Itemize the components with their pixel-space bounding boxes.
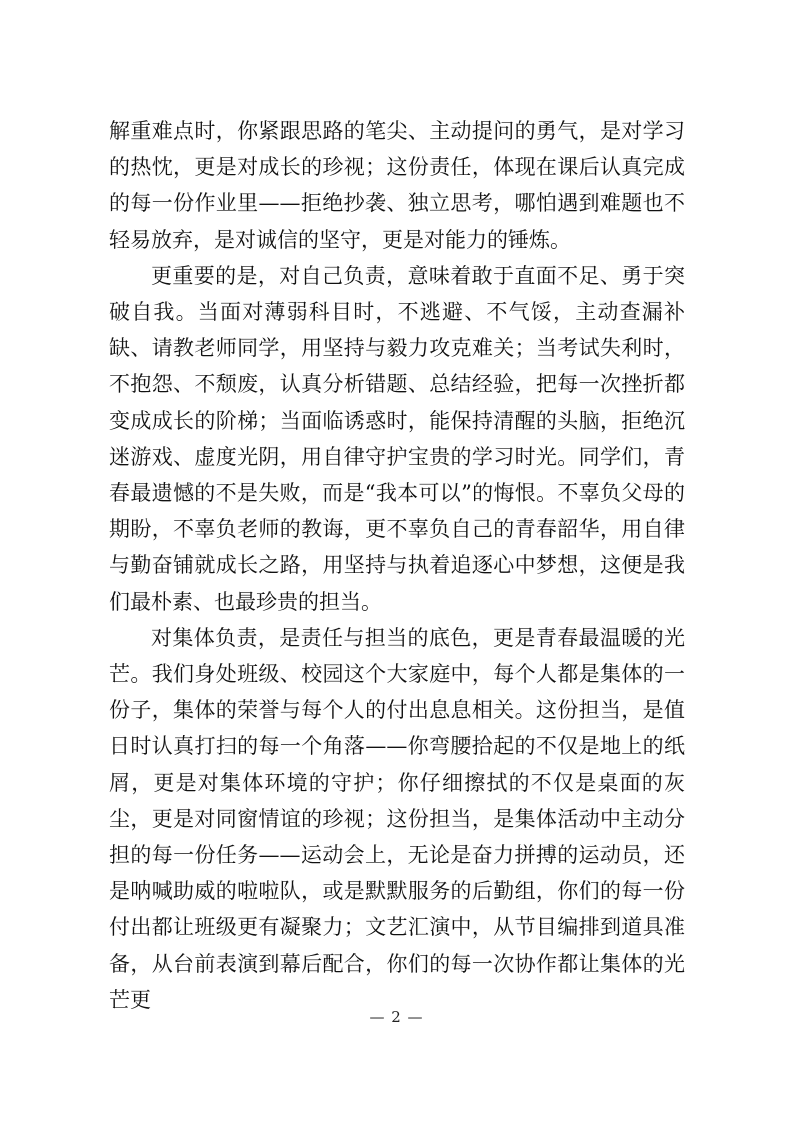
paragraph-self-responsibility: 更重要的是，对自己负责，意味着敢于直面不足、勇于突破自我。当面对薄弱科目时，不逃避、不气馁，主动查漏补缺、请教老师同学，用坚持与毅力攻克难关；当考试失利时，不抱怨、不颓废，认真分析错题、总结经验，把每一次挫折都变成成长的阶梯；当面临诱惑时，能保持清醒的头脑，拒绝沉迷游戏、虚度光阴，用自律守护宝贵的学习时光。同学们，青春最遗憾的不是失败，而是“我本可以”的悔恨。不辜负父母的期盼，不辜负老师的教诲，更不辜负自己的青春韶华，用自律与勤奋铺就成长之路，用坚持与执着追逐心中梦想，这便是我们最朴素、也最珍贵的担当。 <box>109 263 685 614</box>
paragraph-collective-responsibility: 对集体负责，是责任与担当的底色，更是青春最温暖的光芒。我们身处班级、校园这个大家庭中，每个人都是集体的一份子，集体的荣誉与每个人的付出息息相关。这份担当，是值日时认真打扫的每一个角落——你弯腰拾起的不仅是地上的纸屑，更是对集体环境的守护；你仔细擦拭的不仅是桌面的灰尘，更是对同窗情谊的珍视；这份担当，是集体活动中主动分担的每一份任务——运动会上，无论是奋力拼搏的运动员，还是呐喊助威的啦啦队，或是默默服务的后勤组，你们的每一份付出都让班级更有凝聚力；文艺汇演中，从节目编排到道具准备，从台前表演到幕后配合，你们的每一次协作都让集体的光芒更 <box>109 625 685 1012</box>
document-body <box>109 113 685 1018</box>
paragraph-continued: 解重难点时，你紧跟思路的笔尖、主动提问的勇气，是对学习的热忱，更是对成长的珍视；这份责任，体现在课后认真完成的每一份作业里——拒绝抄袭、独立思考，哪怕遇到难题也不轻易放弃，是对诚信的坚守，更是对能力的锤炼。 <box>109 119 685 252</box>
page-number: — 2 — <box>369 1008 424 1026</box>
